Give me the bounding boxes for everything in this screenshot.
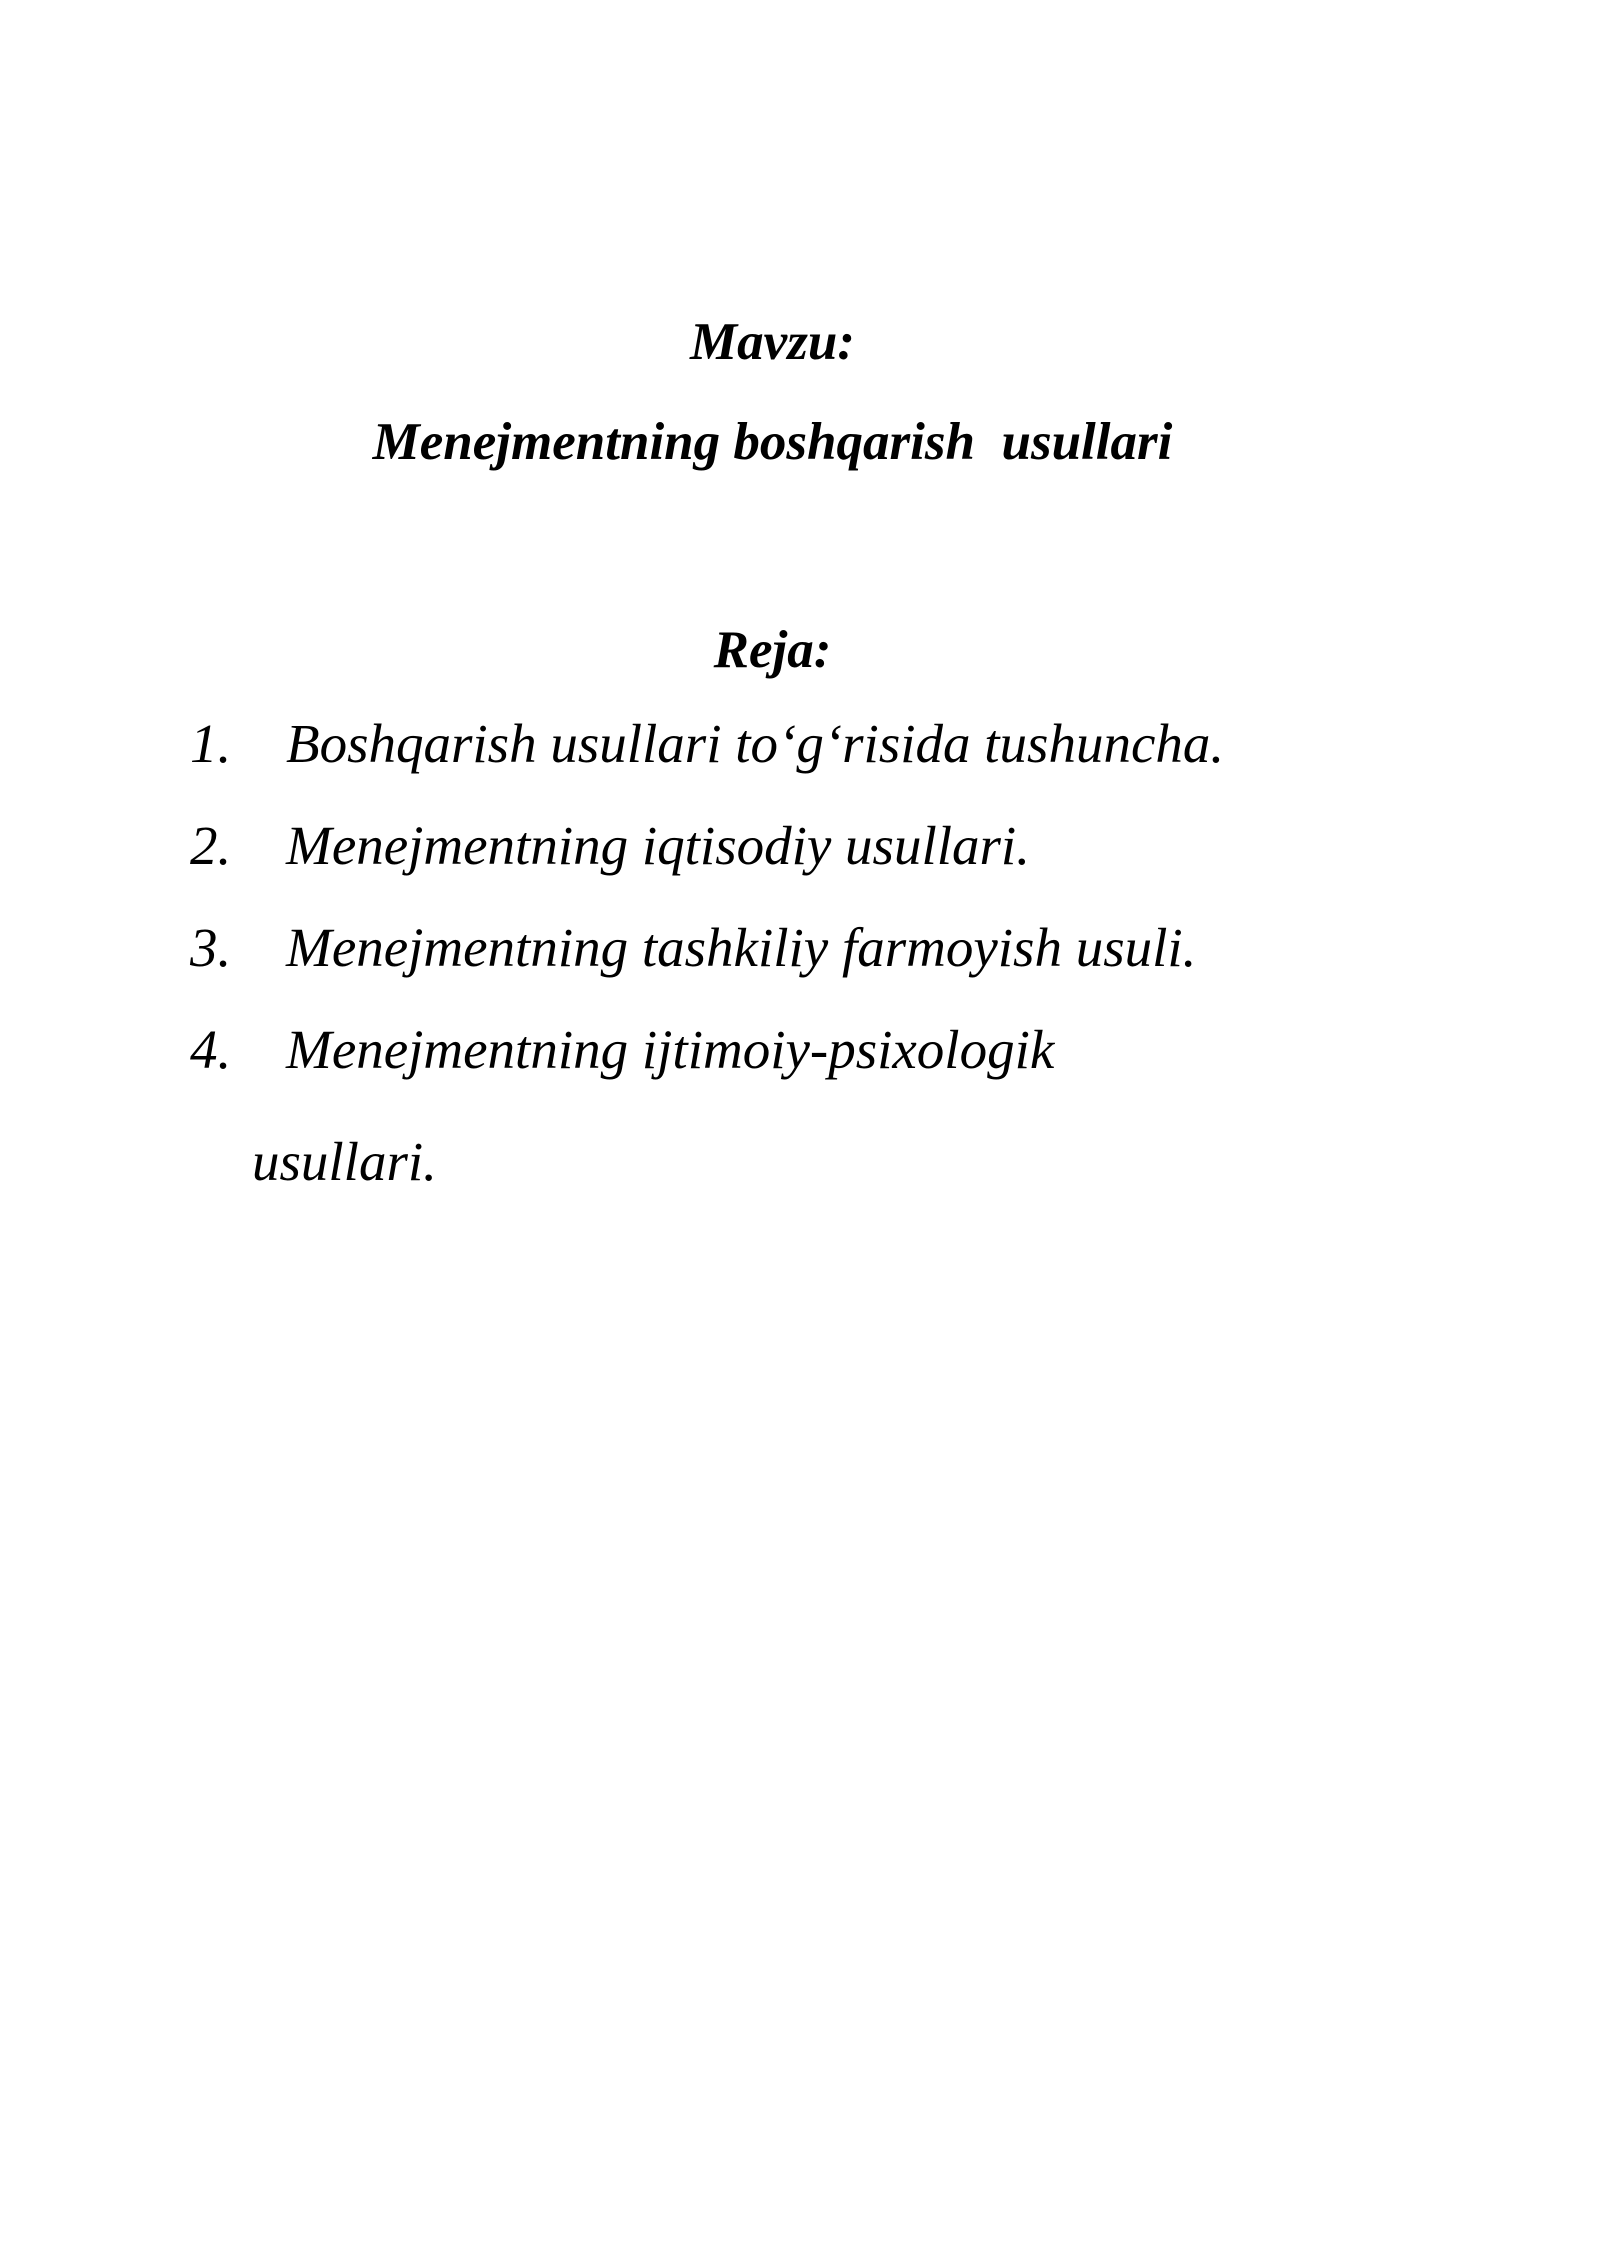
plan-item-number: 2. <box>190 815 232 876</box>
plan-item-text: Boshqarish usullari to‘g‘risida tushuncha. <box>286 713 1225 774</box>
plan-item-2 <box>0 814 1600 916</box>
plan-item-number: 4. <box>190 1019 232 1080</box>
plan-label: Reja: <box>713 621 832 679</box>
plan-item-continuation: usullari. <box>252 1131 437 1192</box>
plan-item-text: Menejmentning iqtisodiy usullari. <box>286 815 1030 876</box>
plan-item-number: 1. <box>190 713 232 774</box>
plan-item-text: Menejmentning tashkiliy farmoyish usuli. <box>286 917 1197 978</box>
plan-list <box>0 712 1600 1192</box>
topic-title: Menejmentning boshqarish usullari <box>372 413 1173 471</box>
plan-item-number: 3. <box>190 917 232 978</box>
plan-item-text: Menejmentning ijtimoiy-psixologik <box>286 1019 1055 1080</box>
plan-item-3 <box>0 916 1600 1018</box>
topic-label: Mavzu: <box>690 313 855 371</box>
plan-item-4 <box>0 1018 1600 1192</box>
plan-item-1 <box>0 712 1600 814</box>
